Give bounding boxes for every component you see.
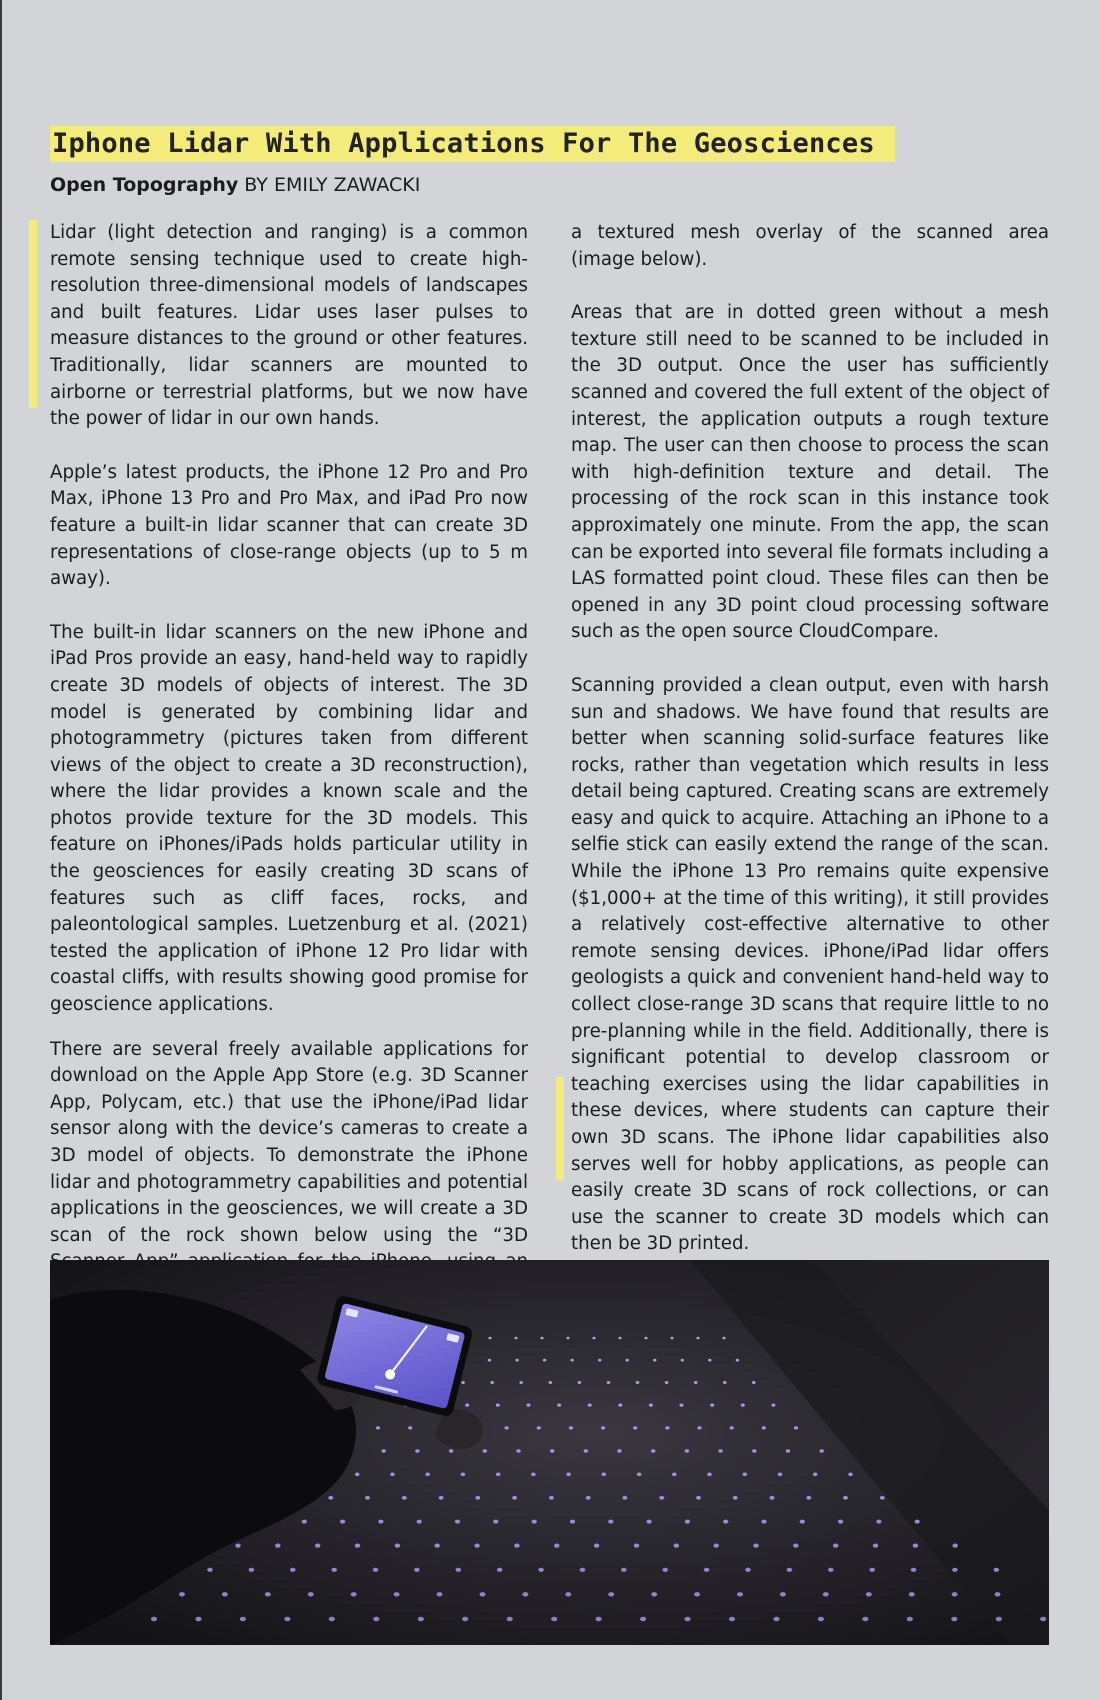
lidar-dot <box>723 1381 727 1384</box>
lidar-dot <box>838 1520 843 1524</box>
lidar-dot <box>952 1592 958 1596</box>
lidar-dot <box>736 1359 739 1362</box>
byline <box>50 172 420 198</box>
lidar-dot <box>714 1544 719 1548</box>
lidar-dot <box>770 1496 775 1500</box>
lidar-dot <box>435 1544 440 1548</box>
lidar-dot <box>355 1473 360 1477</box>
lidar-dot <box>806 1496 811 1500</box>
lidar-dot <box>275 1544 280 1548</box>
lidar-dot <box>507 1617 513 1622</box>
lidar-dot <box>537 1426 541 1429</box>
lidar-dot <box>665 1426 669 1429</box>
lidar-dot <box>527 1404 531 1407</box>
lidar-dot <box>302 1520 307 1524</box>
lidar-dot <box>618 1337 621 1340</box>
lidar-dot <box>551 1617 557 1622</box>
lidar-dot <box>913 1544 918 1548</box>
lidar-dot <box>843 1496 848 1500</box>
lidar-dot <box>355 1544 360 1548</box>
lidar-dot <box>308 1592 314 1596</box>
lidar-dot <box>594 1544 599 1548</box>
lidar-dot <box>873 1544 878 1548</box>
lidar-dot <box>456 1568 462 1572</box>
byline-by: BY <box>244 174 268 196</box>
lidar-dot <box>608 1520 613 1524</box>
lidar-dot <box>222 1592 228 1596</box>
lidar-dot <box>869 1568 875 1572</box>
lidar-dot <box>418 1617 424 1622</box>
lidar-dot <box>601 1426 605 1429</box>
lidar-dot <box>550 1449 554 1452</box>
lidar-dot <box>818 1617 824 1622</box>
lidar-dot <box>265 1592 271 1596</box>
article-title: Iphone Lidar With Applications For The Geosciences <box>52 128 875 159</box>
lidar-dot <box>474 1544 479 1548</box>
lidar-dot <box>586 1496 591 1500</box>
lidar-dot <box>505 1426 509 1429</box>
lidar-dot <box>753 1544 758 1548</box>
lidar-dot <box>773 1617 779 1622</box>
lidar-dot <box>602 1473 607 1477</box>
lidar-dot <box>394 1592 400 1596</box>
lidar-dot <box>549 1496 554 1500</box>
lidar-dot <box>653 1359 656 1362</box>
lidar-dot <box>475 1496 480 1500</box>
lidar-dot <box>685 1449 689 1452</box>
lidar-dot <box>565 1592 571 1596</box>
lidar-dot <box>290 1568 296 1572</box>
lidar-dot <box>408 1426 412 1429</box>
lidar-dot <box>741 1404 745 1407</box>
lidar-dot <box>670 1337 673 1340</box>
lidar-dot <box>465 1404 469 1407</box>
lidar-dot <box>483 1449 487 1452</box>
lidar-dot <box>449 1449 453 1452</box>
lidar-dot <box>617 1449 621 1452</box>
lidar-dot <box>592 1337 595 1340</box>
lidar-dot <box>376 1426 380 1429</box>
lidar-dot <box>952 1568 958 1572</box>
lidar-dot <box>911 1568 917 1572</box>
lidar-dot <box>378 1520 383 1524</box>
lidar-dot <box>151 1617 157 1622</box>
page-edge-rule <box>0 0 2 1700</box>
lidar-dot <box>490 1381 494 1384</box>
lidar-dot <box>730 1426 734 1429</box>
lidar-dot <box>633 1426 637 1429</box>
lidar-dot <box>640 1617 646 1622</box>
lidar-dot <box>800 1520 805 1524</box>
lidar-dot <box>365 1496 370 1500</box>
lidar-dot <box>235 1544 240 1548</box>
paragraph: Areas that are in dotted green without a mesh texture still need to be scanned to be included in the 3D output. Once the user has sufficiently scanned and covered the full extent of the object of interest, the application outputs a rough texture map. The user can then choose to process the scan with high-definition texture and detail. The processing of the rock scan in this instance took approximately one minute. From the app, the scan can be exported into several file formats including a LAS formatted point cloud. These files can then be opened in any 3D point cloud processing software such as the open source CloudCompare. <box>571 302 1049 643</box>
lidar-dot <box>994 1568 1000 1572</box>
paragraph: Apple’s latest products, the iPhone 12 Pro and Pro Max, iPhone 13 Pro and Pro Max, and iPad Pro now feature a built-in lidar scanner that can create 3D representations of close-range objects (up to 5 m away). <box>50 461 528 590</box>
lidar-dot <box>351 1592 357 1596</box>
lidar-dot <box>665 1381 669 1384</box>
lidar-dot <box>951 1617 957 1622</box>
lidar-dot <box>1040 1617 1046 1622</box>
lidar-dot <box>569 1426 573 1429</box>
right-column <box>571 220 1049 1285</box>
lidar-dot <box>696 1496 701 1500</box>
lidar-dot <box>480 1592 486 1596</box>
lidar-dot <box>488 1337 491 1340</box>
lidar-dot <box>207 1568 213 1572</box>
lidar-dot <box>647 1520 652 1524</box>
lidar-dot <box>461 1381 465 1384</box>
lidar-dot <box>425 1473 430 1477</box>
lidar-dot <box>737 1592 743 1596</box>
lidar-dot <box>331 1568 337 1572</box>
lidar-dot <box>329 1617 335 1622</box>
lidar-dot <box>493 1520 498 1524</box>
lidar-dot <box>729 1617 735 1622</box>
lidar-dot <box>710 1404 714 1407</box>
lidar-dot <box>752 1449 756 1452</box>
lidar-dot <box>195 1617 201 1622</box>
lidar-dot <box>179 1592 185 1596</box>
right-accent-bar <box>556 1077 564 1180</box>
lidar-dot <box>512 1496 517 1500</box>
lidar-dot <box>718 1449 722 1452</box>
lidar-dot <box>995 1592 1001 1596</box>
lidar-dot <box>634 1544 639 1548</box>
lidar-dot <box>315 1544 320 1548</box>
lidar-dot <box>761 1520 766 1524</box>
lidar-dot <box>833 1544 838 1548</box>
lidar-photo-illustration <box>50 1260 1049 1645</box>
lidar-dot <box>566 1473 571 1477</box>
lidar-dot <box>813 1473 818 1477</box>
lidar-dot <box>373 1568 379 1572</box>
lidar-dot <box>584 1449 588 1452</box>
paragraph: Scanning provided a clean output, even with harsh sun and shadows. We have found that results are better when scanning solid-surface features like rocks, rather than vegetation which results in less detail being captured. Creating scans are extremely easy and quick to acquire. Attaching an iPhone to a selfie stick can easily extend the range of the scan. While the iPhone 13 Pro remains quite expensive ($1,000+ at the time of this writing), it still provides a relatively cost-effective alternative to other remote sensing devices. iPhone/iPad lidar offers geologists a quick and convenient hand-held way to collect close-range 3D scans that require little to no pre-planning while in the field. Additionally, there is significant potential to develop classroom or teaching exercises using the lidar capabilities in these devices, where students can capture their own 3D scans. The iPhone lidar capabilities also serves well for hobby applications, as people can easily create 3D scans of rock collections, or can use the scanner to create 3D models which can then be 3D printed. <box>571 674 1049 1255</box>
lidar-dot <box>622 1496 627 1500</box>
lidar-dot <box>240 1617 246 1622</box>
lidar-dot <box>621 1568 627 1572</box>
lidar-dot <box>680 1404 684 1407</box>
lidar-dot <box>907 1617 913 1622</box>
lidar-dot <box>828 1568 834 1572</box>
lidar-dot <box>953 1544 958 1548</box>
lidar-dot <box>880 1496 885 1500</box>
lidar-dot <box>745 1568 751 1572</box>
lidar-dot <box>328 1496 333 1500</box>
lidar-dot <box>723 1520 728 1524</box>
lidar-dot <box>651 1449 655 1452</box>
lidar-dot <box>651 1592 657 1596</box>
lidar-dot <box>636 1381 640 1384</box>
lidar-dot <box>402 1496 407 1500</box>
lidar-dot <box>249 1568 255 1572</box>
lidar-dot <box>566 1337 569 1340</box>
paragraph: a textured mesh overlay of the scanned area (image below). <box>571 222 1049 270</box>
lidar-dot <box>543 1359 546 1362</box>
byline-org: Open Topography <box>50 174 239 196</box>
lidar-dot <box>696 1337 699 1340</box>
lidar-dot <box>549 1381 553 1384</box>
lidar-dot <box>340 1520 345 1524</box>
paragraph: There are several freely available applications for download on the Apple App Store (e.g. 3D Scanner App, Polycam, etc.) that use the iPhone/iPad lidar sensor along with the device’s cameras to create a 3D model of objects. To demonstrate the iPhone lidar and photogrammetry capabilities and potential applications in the geosciences, we will create a 3D scan of the rock shown below using the “3D <box>50 1038 528 1246</box>
lidar-dot <box>778 1473 783 1477</box>
lidar-dot <box>794 1426 798 1429</box>
lidar-dot <box>514 1337 517 1340</box>
lidar-dot <box>848 1473 853 1477</box>
lidar-dot <box>496 1473 501 1477</box>
lidar-dot <box>538 1568 544 1572</box>
paragraph: The built-in lidar scanners on the new iPhone and iPad Pros provide an easy, hand-held way to rapidly create 3D models of objects of interest. The 3D model is generated by combining lidar and photogrammetry (pictures taken from different views of the object to create a 3D reconstruction), where the lidar provides a known scale and the photos provide texture for the 3D models. This feature on iPhones/iPads holds particular utility in the geosciences for easily creating 3D scans of features such as cliff faces, rocks, and paleontological samples. Luetzenburg et al. (2021) tested the application of iPhone 12 Pro lidar with coastal cliffs, with results showing good promise for geoscience applications. <box>50 621 528 1016</box>
title-highlight <box>50 126 895 162</box>
lidar-dot <box>733 1496 738 1500</box>
lidar-dot <box>496 1404 500 1407</box>
lidar-dot <box>762 1426 766 1429</box>
lidar-dot <box>382 1449 386 1452</box>
lidar-dot <box>598 1359 601 1362</box>
lidar-dot <box>752 1381 756 1384</box>
lidar-dot <box>414 1568 420 1572</box>
lidar-dot <box>637 1473 642 1477</box>
lidar-dot <box>659 1496 664 1500</box>
lidar-dot <box>554 1544 559 1548</box>
lidar-dot <box>662 1568 668 1572</box>
lidar-dot <box>707 1473 712 1477</box>
lidar-dot <box>823 1592 829 1596</box>
lidar-dot <box>415 1449 419 1452</box>
lidar-dot <box>694 1592 700 1596</box>
lidar-dot <box>596 1617 602 1622</box>
lidar-dot <box>540 1337 543 1340</box>
lidar-dot <box>607 1381 611 1384</box>
lidar-dot <box>722 1337 725 1340</box>
lidar-dot <box>915 1520 920 1524</box>
lidar-dot <box>571 1359 574 1362</box>
lidar-dot <box>439 1496 444 1500</box>
lidar-dot <box>708 1359 711 1362</box>
lidar-dot <box>437 1592 443 1596</box>
left-accent-bar <box>29 220 37 408</box>
lidar-dot <box>284 1617 290 1622</box>
lidar-dot <box>395 1544 400 1548</box>
lidar-dot <box>588 1404 592 1407</box>
lidar-dot <box>626 1359 629 1362</box>
lidar-dot <box>557 1404 561 1407</box>
lidar-dot <box>570 1520 575 1524</box>
paragraph: Lidar (light detection and ranging) is a common remote sensing technique used to create high-resolution three-dimensional models of landscapes and built features. Lidar uses laser pulses to measure distances to the ground or other features. Traditionally, lidar scanners are mounted to airborne or terrestrial platforms, but we now have the power of lidar in our own hands. <box>50 222 528 430</box>
lidar-dot <box>578 1381 582 1384</box>
lidar-dot <box>488 1359 491 1362</box>
lidar-dot <box>681 1359 684 1362</box>
lidar-dot <box>685 1520 690 1524</box>
lidar-dot <box>996 1617 1002 1622</box>
lidar-dot <box>514 1544 519 1548</box>
lidar-dot <box>820 1449 824 1452</box>
lidar-dot <box>786 1449 790 1452</box>
lidar-dot <box>771 1404 775 1407</box>
lidar-dot <box>532 1520 537 1524</box>
lidar-dot <box>876 1520 881 1524</box>
lidar-dot <box>462 1617 468 1622</box>
lidar-dot <box>461 1473 466 1477</box>
lidar-dot <box>531 1473 536 1477</box>
lidar-dot <box>793 1544 798 1548</box>
lidar-dot <box>515 1359 518 1362</box>
lidar-dot <box>694 1381 698 1384</box>
lidar-dot <box>373 1617 379 1622</box>
lidar-photo <box>50 1260 1049 1645</box>
lidar-dot <box>516 1449 520 1452</box>
lidar-dot <box>743 1473 748 1477</box>
lidar-dot <box>455 1520 460 1524</box>
lidar-dot <box>684 1617 690 1622</box>
lidar-dot <box>519 1381 523 1384</box>
lidar-dot <box>580 1568 586 1572</box>
byline-author: EMILY ZAWACKI <box>273 174 421 196</box>
lidar-dot <box>674 1544 679 1548</box>
lidar-dot <box>649 1404 653 1407</box>
lidar-dot <box>390 1473 395 1477</box>
lidar-dot <box>608 1592 614 1596</box>
lidar-dot <box>780 1592 786 1596</box>
lidar-dot <box>866 1592 872 1596</box>
lidar-dot <box>787 1568 793 1572</box>
lidar-dot <box>644 1337 647 1340</box>
lidar-dot <box>672 1473 677 1477</box>
lidar-dot <box>522 1592 528 1596</box>
lidar-dot <box>417 1520 422 1524</box>
lidar-dot <box>909 1592 915 1596</box>
left-column <box>50 220 528 1383</box>
lidar-dot <box>618 1404 622 1407</box>
lidar-dot <box>704 1568 710 1572</box>
lidar-dot <box>697 1426 701 1429</box>
lidar-dot <box>862 1617 868 1622</box>
lidar-dot <box>497 1568 503 1572</box>
